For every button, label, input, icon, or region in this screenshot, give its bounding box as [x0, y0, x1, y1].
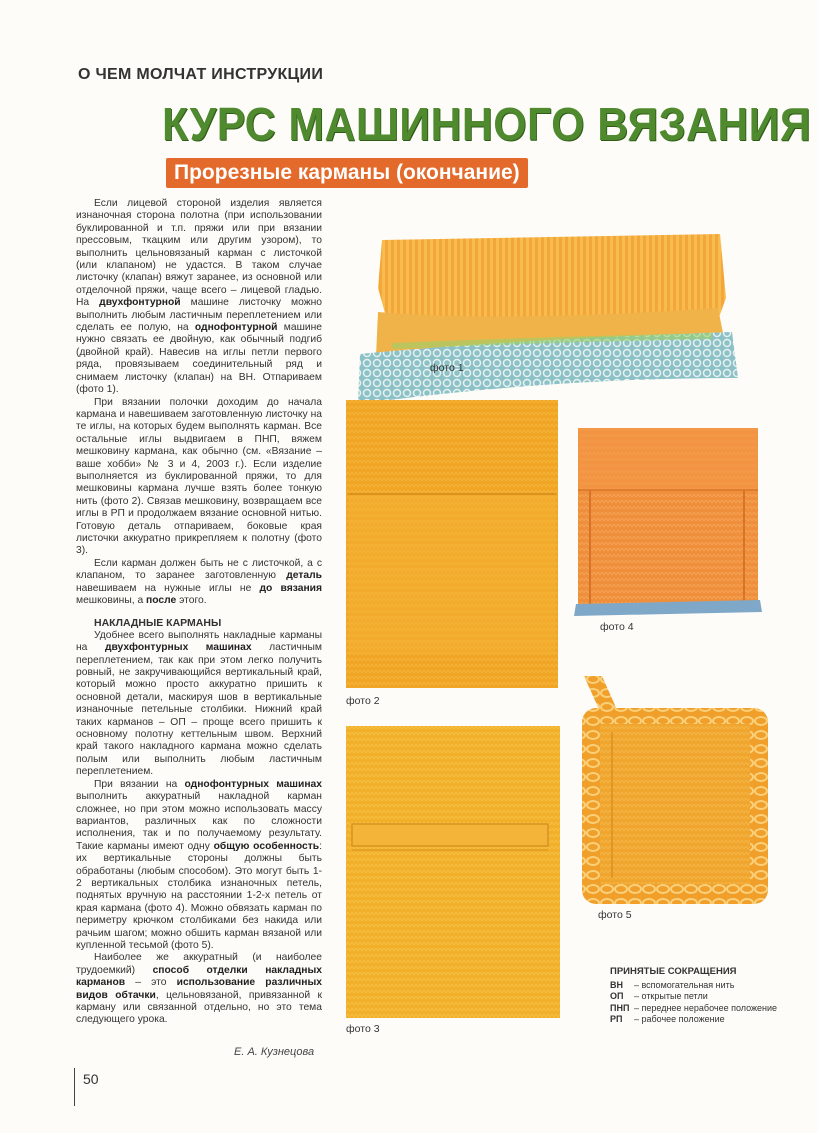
abbreviation-row [610, 1003, 777, 1015]
photo-caption: фото 1 [430, 362, 464, 374]
subtitle: Прорезные карманы (окончание) [166, 158, 528, 188]
emphasis: однофонтурной [194, 322, 278, 334]
photo-1 [352, 228, 744, 424]
abbreviation-row [610, 991, 777, 1003]
emphasis: однофонтурных машинах [184, 778, 323, 790]
abbreviation-value: – открытые петли [634, 991, 708, 1001]
paragraph: При вязании полочки доходим до начала кармана и навешиваем заготовленную листочку на те иглы, на которых будем выполнять карман. Все остальные иглы выдвигаем в ПНП, вяжем мешковину кармана, как обычно (см. «Вязание – ваше хобби» № 3 и 4, 2003 г.). Если изделие выполняется из буклированной пряжи, то для мешковины кармана лучше взять более тонкую нить (фото 2). Связав мешковину, возвращаем все иглы в РП и продолжаем вязание основной нитью. Готовую деталь отпариваем, боковые края листочки аккуратно прикрепляем к полотну (фото 3). [76, 396, 322, 557]
abbreviation-value: – переднее нерабочее положение [634, 1002, 778, 1013]
abbreviation-row [610, 1014, 777, 1026]
photo-3 [346, 726, 560, 1018]
abbreviation-key: ПНП [610, 1002, 630, 1013]
article-text-column [76, 198, 322, 1027]
section-heading: НАКЛАДНЫЕ КАРМАНЫ [94, 617, 222, 630]
paragraph: При вязании на однофонтурных машинах выполнить аккуратный накладной карман сложнее, но при этом можно использовать массу вариантов, различных как по сложности исполнения, так и по получаемому результату. Такие карманы имеют одну общую особенность: их вертикальные стороны должны быть обработаны (любым способом). Это могут быть 1-2 вертикальных столбика изнаночных петель, поднятых вручную на расстоянии 1-2-х петель от края кармана (фото 4). Можно обвязать карман по периметру крючком столбиками без накида или рачьим шагом; можно обшить карман вязаной или купленной тесьмой (фото 5). [76, 778, 323, 951]
abbreviation-row [610, 980, 777, 992]
paragraph: Если карман должен быть не с листочкой, а с клапаном, то заранее заготовленную деталь навешиваем на нужные иглы не до вязания мешковины, а после этого. [76, 557, 322, 606]
abbreviation-value: – рабочее положение [634, 1014, 725, 1024]
section-kicker: О ЧЕМ МОЛЧАТ ИНСТРУКЦИИ [78, 66, 324, 83]
subtitle-banner [166, 158, 528, 188]
emphasis: после [146, 595, 177, 606]
emphasis: деталь [286, 570, 322, 582]
photo-2 [346, 400, 558, 688]
photo-caption: фото 4 [600, 621, 634, 633]
page-number: 50 [74, 1068, 99, 1106]
emphasis: общую особенность [213, 840, 320, 852]
page-title: КУРС МАШИННОГО ВЯЗАНИЯ [162, 98, 812, 150]
photo-caption: фото 5 [598, 909, 632, 921]
abbreviations-title: ПРИНЯТЫЕ СОКРАЩЕНИЯ [610, 966, 737, 977]
abbreviation-key: РП [610, 1014, 623, 1024]
paragraph: Если лицевой стороной изделия является изнаночная сторона полотна (при использовании буклированной и т.п. пряжи или при вязании прессовым, ткацким или другим узором), то выполнить цельновязаный карман с листочкой (или клапаном) не удастся. В таком случае листочку (клапан) вяжут заранее, из основной или отделочной пряжи, чаще всего – лицевой гладью. На двухфонтурной машине листочку можно выполнить любым ластичным переплетением или сделать ее полую, на однофонтурной машине нужно связать ее двойную, как обычный подгиб (двойной край). Навесив на иглы петли первого ряда, провязываем соединительный ряд и снимаем листочку (клапан) на ВН. Отпариваем (фото 1). [76, 198, 322, 396]
photo-4 [568, 428, 768, 618]
emphasis: двухфонтурной [99, 297, 181, 309]
emphasis: способ отделки накладных карманов [76, 964, 322, 989]
abbreviation-value: – вспомогательная нить [634, 979, 735, 990]
emphasis: использование различных видов обтачки [76, 977, 322, 1001]
photo-caption: фото 2 [346, 695, 380, 707]
paragraph: Удобнее всего выполнять накладные карманы на двухфонтурных машинах ластичным переплетением, так как при этом легко получить ровный, не закручивающийся вертикальный край, который можно просто аккуратно пришить к основной детали, маскируя шов в вертикальные изнаночные петельные столбики. Нижний край таких карманов – ОП – проще всего пришить к основному полотну кеттельным швом. Верхний край такого накладного кармана можно сделать полым или выполнить любым ластичным переплетением. [76, 629, 323, 778]
emphasis: двухфонтурных машинах [104, 642, 252, 654]
abbreviations-box [610, 966, 777, 1026]
emphasis: до вязания [259, 582, 322, 594]
abbreviation-key: ВН [610, 979, 623, 990]
abbreviation-key: ОП [610, 991, 624, 1001]
photo-caption: фото 3 [346, 1023, 380, 1035]
author-signature: Е. А. Кузнецова [234, 1046, 315, 1058]
paragraph: Наиболее же аккуратный (и наиболее трудоемкий) способ отделки накладных карманов – это использование различных видов обтачки, цельновязаной, привязанной к карману или связанной отдельно, но это тема следующего урока. [76, 952, 322, 1026]
photo-5 [572, 672, 778, 908]
